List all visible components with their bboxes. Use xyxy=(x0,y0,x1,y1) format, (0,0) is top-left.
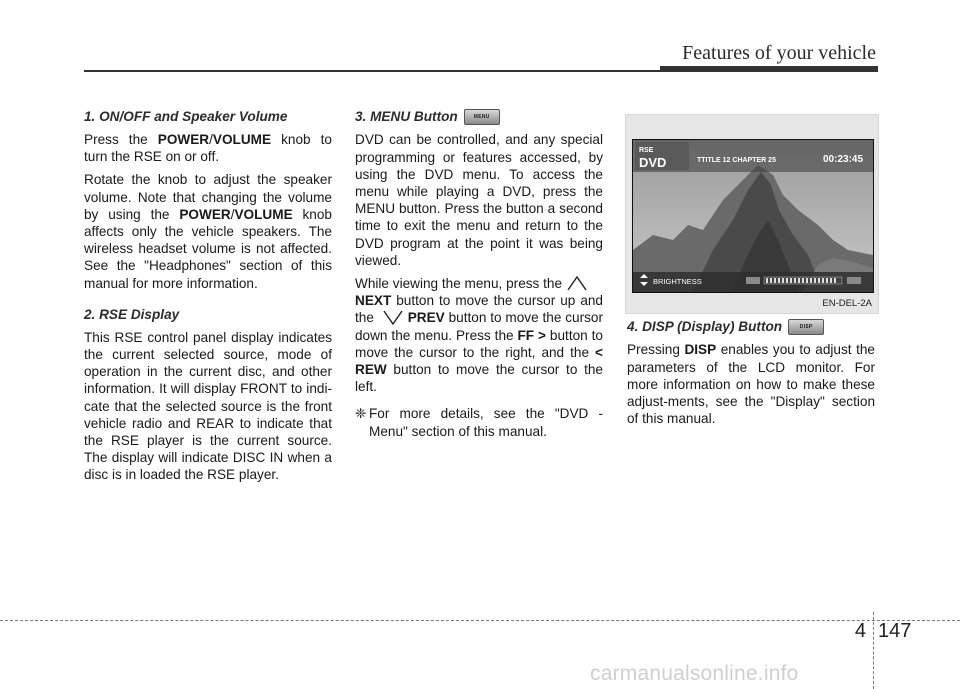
dvd-screen-figure xyxy=(625,114,879,314)
column-left xyxy=(84,108,332,490)
note xyxy=(355,405,603,439)
header-title: Features of your vehicle xyxy=(682,42,876,64)
footer-dashed-rule xyxy=(0,620,960,621)
disp-button-icon: DISP xyxy=(788,319,824,335)
dvd-screen xyxy=(632,139,874,293)
paragraph-navigation: While viewing the menu, press the NEXT button to move the cursor up and the PREV button to move the cursor down the menu. Press the FF > button to move the cursor to the right, and the < REW button to move the cursor to the left. xyxy=(355,276,603,395)
paragraph-rse-display: This RSE control panel display indicates the current selected source, mode of operation in the current disc, and other information. It will display FRONT to indi-cate that the selected source is the front vehicle radio and REAR to indicate that the RSE player is the current source. The display will indicate DISC IN when a disc is in loaded the RSE player. xyxy=(84,329,332,483)
paragraph-power: Press the POWER/VOLUME knob to turn the RSE on or off. xyxy=(84,132,332,165)
dvd-screen-image xyxy=(633,140,873,292)
section-number: 4 xyxy=(854,620,866,642)
paragraph-menu: DVD can be controlled, and any special programming or features accessed, by using the DVD menu. To access the menu while playing a DVD, press the MENU button. Press the button a second time to exit the menu and return to the DVD program at the point it was being viewed. xyxy=(355,132,603,268)
screen-rse-label: RSE xyxy=(639,147,654,154)
screen-time: 00:23:45 xyxy=(823,154,864,165)
section-heading-menu: 3. MENU Button MENU xyxy=(355,108,603,125)
note-text: For more details, see the "DVD - Menu" section of this manual. xyxy=(369,406,603,439)
note-symbol: ❈ xyxy=(355,406,367,422)
column-right xyxy=(627,318,875,433)
watermark: carmanualsonline.info xyxy=(590,662,799,685)
footer-dashed-divider xyxy=(873,612,874,689)
up-arrow-icon xyxy=(566,275,588,291)
section-heading-display: 2. RSE Display xyxy=(84,306,180,322)
page-number: 147 xyxy=(878,620,912,642)
column-middle xyxy=(355,108,603,440)
header-rule-accent xyxy=(660,66,878,72)
figure-code: EN-DEL-2A xyxy=(822,298,872,309)
down-arrow-icon xyxy=(382,309,404,325)
screen-minus-icon xyxy=(746,277,760,284)
screen-brightness-label: BRIGHTNESS xyxy=(653,277,702,286)
section-heading-disp: 4. DISP (Display) Button DISP xyxy=(627,318,875,335)
paragraph-disp: Pressing DISP enables you to adjust the parameters of the LCD monitor. For more information on how to make these adjust-ments, see the "Display" section of this manual. xyxy=(627,342,875,427)
section-heading-volume: 1. ON/OFF and Speaker Volume xyxy=(84,109,288,124)
screen-plus-icon xyxy=(847,277,861,284)
screen-title-chapter: TTITLE 12 CHAPTER 25 xyxy=(697,157,776,164)
menu-button-icon: MENU xyxy=(464,109,500,125)
screen-dvd-label: DVD xyxy=(639,155,667,170)
paragraph-volume: Rotate the knob to adjust the speaker volume. Note that changing the volume by using the POWER/VOLUME knob affects only the vehicle speakers. The wireless headset volume is not affected. See the "Headphones" section of this manual for more information. xyxy=(84,172,332,291)
